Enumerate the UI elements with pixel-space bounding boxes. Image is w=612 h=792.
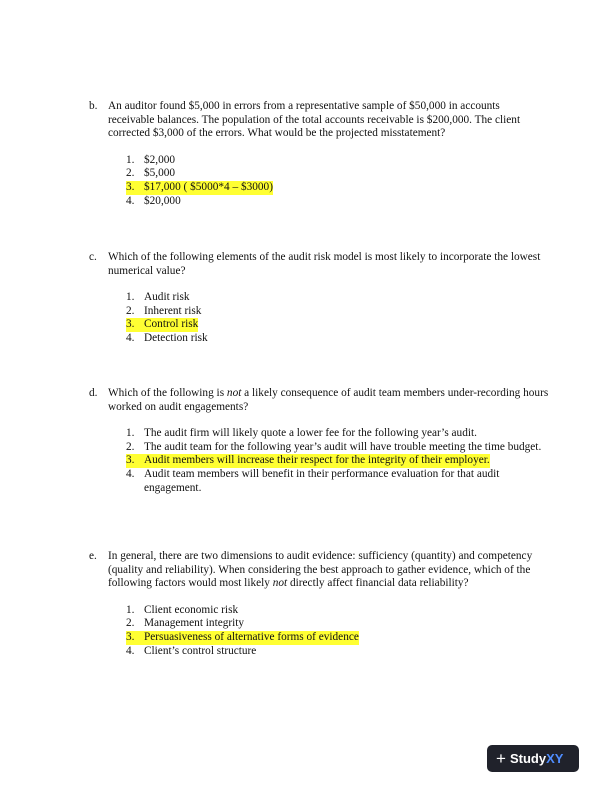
question-letter: e.	[89, 550, 97, 562]
option-text: The audit team for the following year’s audit will have trouble meeting the time budget.	[144, 440, 542, 453]
question-b	[89, 100, 549, 208]
question-text: Which of the following elements of the audit risk model is most likely to incorporate the lowest numerical value?	[108, 251, 541, 277]
question-c	[89, 251, 549, 346]
question-text: An auditor found $5,000 in errors from a representative sample of $50,000 in accounts receivable balances. The population of the total accounts receivable is $200,000. The client corrected $3,000 of the errors. What would be the projected misstatement?	[108, 100, 521, 140]
option-item	[126, 195, 549, 209]
option-item	[126, 645, 549, 659]
option-number: 3.	[126, 454, 135, 467]
option-text: Audit members will increase their respect for the integrity of their employer.	[144, 454, 490, 467]
emphasis-text: not	[272, 577, 288, 590]
plus-icon: +	[496, 749, 506, 768]
option-number: 4.	[126, 644, 135, 657]
option-item	[126, 468, 549, 495]
option-item-highlighted	[126, 454, 549, 468]
option-text: Management integrity	[144, 617, 245, 630]
option-item	[126, 604, 549, 618]
option-item	[126, 617, 549, 631]
option-text: Audit risk	[144, 291, 190, 304]
option-number: 1.	[126, 427, 135, 440]
option-item-highlighted	[126, 631, 549, 645]
option-number: 2.	[126, 617, 135, 630]
option-number: 1.	[126, 603, 135, 616]
option-item-highlighted	[126, 318, 549, 332]
option-number: 4.	[126, 331, 135, 344]
option-number: 2.	[126, 304, 135, 317]
option-text: The audit firm will likely quote a lower fee for the following year’s audit.	[144, 427, 477, 440]
option-text: $5,000	[144, 167, 176, 180]
option-list	[126, 604, 549, 658]
option-item	[126, 154, 549, 168]
option-item	[126, 427, 549, 441]
option-list	[126, 154, 549, 208]
option-text: $2,000	[144, 153, 176, 166]
option-item	[126, 332, 549, 346]
question-letter: c.	[89, 251, 97, 263]
question-e	[89, 550, 549, 658]
option-item	[126, 305, 549, 319]
option-list	[126, 291, 549, 345]
option-text: Inherent risk	[144, 304, 202, 317]
option-text: $17,000 ( $5000*4 – $3000)	[144, 180, 273, 193]
option-text: Control risk	[144, 318, 199, 331]
option-number: 3.	[126, 630, 135, 643]
question-text: Which of the following is not a likely consequence of audit team members under-recording hours worked on audit engagements?	[108, 387, 549, 413]
option-item	[126, 441, 549, 455]
option-item-highlighted	[126, 181, 549, 195]
option-text: Client economic risk	[144, 603, 239, 616]
question-d	[89, 387, 549, 495]
brand-main: Study	[509, 751, 547, 766]
option-number: 3.	[126, 318, 135, 331]
option-number: 4.	[126, 467, 135, 480]
option-text: Client’s control structure	[144, 644, 257, 657]
option-list	[126, 427, 549, 495]
option-number: 3.	[126, 180, 135, 193]
question-letter: b.	[89, 100, 98, 112]
option-number: 4.	[126, 194, 135, 207]
studyxy-logo-badge[interactable]	[487, 745, 579, 772]
option-number: 1.	[126, 153, 135, 166]
option-number: 1.	[126, 291, 135, 304]
emphasis-text: not	[226, 387, 242, 399]
question-letter: d.	[89, 387, 98, 399]
question-text: In general, there are two dimensions to audit evidence: sufficiency (quantity) and competency (quality and reliability). When considering the best approach to gather evidence, which of the following factors would most likely not directly affect financial data reliability?	[108, 550, 533, 590]
option-text: Audit team members will benefit in their performance evaluation for that audit engagement.	[144, 467, 500, 494]
option-number: 2.	[126, 167, 135, 180]
option-item	[126, 167, 549, 181]
option-number: 2.	[126, 440, 135, 453]
option-text: $20,000	[144, 194, 181, 207]
option-text: Persuasiveness of alternative forms of evidence	[144, 630, 359, 643]
option-item	[126, 291, 549, 305]
option-text: Detection risk	[144, 331, 208, 344]
brand-accent: XY	[546, 751, 564, 766]
